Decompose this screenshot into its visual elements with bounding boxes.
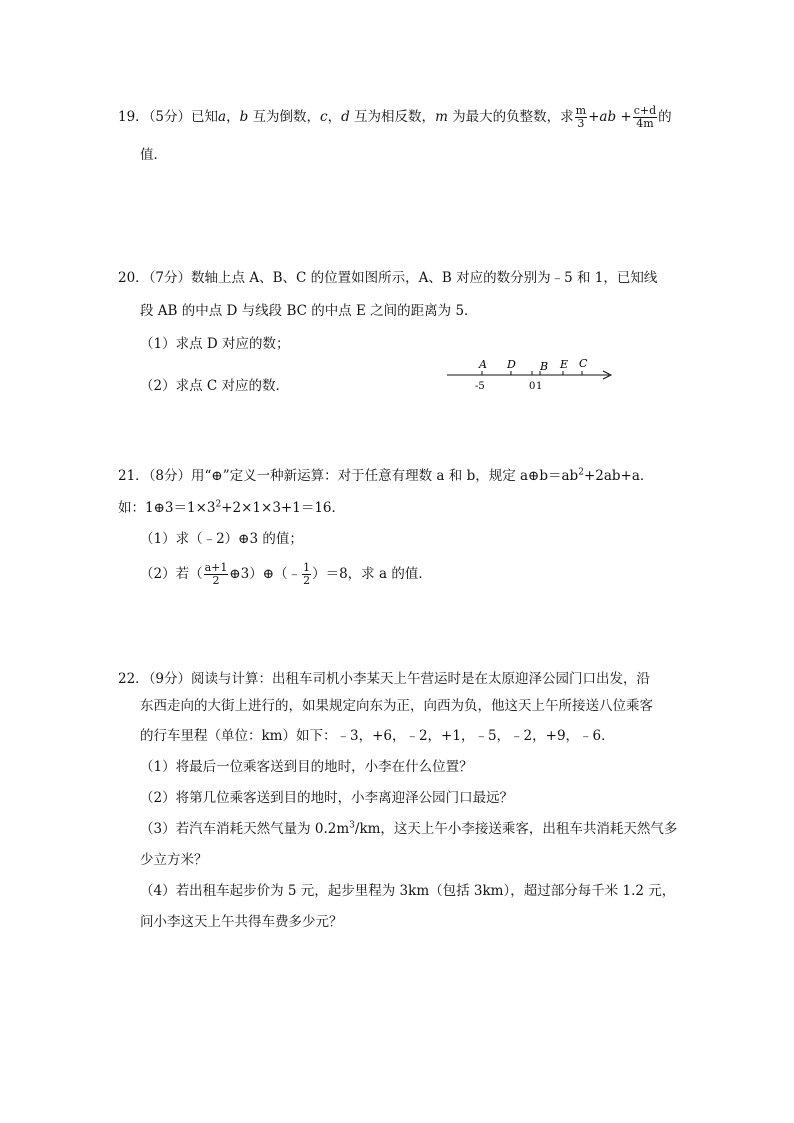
q20-score: （7分） bbox=[148, 270, 192, 286]
axis-label-d: D bbox=[507, 358, 516, 371]
q21-line1 bbox=[118, 466, 653, 486]
var-b: b bbox=[239, 109, 249, 125]
axis-label-e: E bbox=[560, 358, 569, 371]
q19-line1 bbox=[118, 105, 672, 130]
var-c: c bbox=[320, 109, 328, 125]
q21-exponent: 2 bbox=[215, 499, 222, 510]
axis-tick-1: 1 bbox=[536, 381, 543, 392]
q21-exponent: 2 bbox=[578, 467, 584, 478]
q20-number: 20． bbox=[118, 270, 149, 286]
axis-tick-0: 0 bbox=[529, 381, 536, 392]
q22-line3: 的行车里程（单位：km）如下：﹣3，+6，﹣2，+1，﹣5，﹣2，+9，﹣6． bbox=[140, 728, 615, 744]
q22-exponent: 3 bbox=[349, 820, 355, 831]
q22-sub4-line2: 问小李这天上午共得车费多少元？ bbox=[140, 914, 343, 930]
q19-text: 互为倒数， bbox=[248, 109, 321, 125]
q21-text: +2ab+a． bbox=[583, 468, 654, 484]
q19-sep: ， bbox=[327, 109, 342, 125]
q22-line2: 东西走向的大街上进行的，如果规定向东为正，向西为负，他这天上午所接送八位乘客 bbox=[140, 698, 653, 714]
q22-sub1: （1）将最后一位乘客送到目的地时，小李在什么位置？ bbox=[140, 759, 473, 775]
q20-line2: 段 AB 的中点 D 与线段 BC 的中点 E 之间的距离为 5． bbox=[140, 303, 478, 319]
q19-text: 互为相反数， bbox=[349, 109, 436, 125]
q22-line1 bbox=[118, 669, 650, 689]
var-a: a bbox=[218, 109, 227, 125]
q21-example: 如：1⊕3＝1×3 bbox=[118, 500, 216, 516]
q19-sep: ， bbox=[226, 109, 240, 125]
q22-sub3-line2: 少立方米？ bbox=[140, 852, 208, 868]
q21-text: ⊕3）⊕（﹣ bbox=[229, 566, 302, 582]
q22-text: /km，这天上午小李接送乘客，出租车共消耗天然气多 bbox=[354, 821, 678, 837]
q22-sub2: （2）将第几位乘客送到目的地时，小李离迎泽公园门口最远？ bbox=[140, 790, 514, 806]
fraction-m-over-3: $\frac{m}{3}$ bbox=[575, 104, 587, 130]
fraction-a-plus-1-over-2: $\frac{a+1}{2}$ bbox=[204, 561, 228, 587]
q19-number: 19． bbox=[118, 109, 149, 125]
q21-sub2 bbox=[140, 562, 432, 587]
q19-text: 已知 bbox=[191, 109, 219, 125]
var-m: m bbox=[435, 109, 448, 125]
q20-line1 bbox=[118, 268, 657, 288]
q21-score: （8分） bbox=[148, 468, 192, 484]
q19-line2: 值． bbox=[140, 147, 167, 163]
q20-sub2: （2）求点 C 对应的数． bbox=[140, 378, 290, 394]
number-line-figure bbox=[445, 354, 620, 396]
axis-label-c: C bbox=[579, 357, 588, 370]
q21-sub1: （1）求（﹣2）⊕3 的值； bbox=[140, 531, 303, 547]
q19-score: （5分） bbox=[148, 109, 192, 125]
q19-ab-term: +ab + bbox=[588, 109, 632, 125]
q20-text: 数轴上点 A、B、C 的位置如图所示，A、B 对应的数分别为﹣5 和 1，已知线 bbox=[191, 270, 658, 286]
q22-sub3 bbox=[140, 819, 677, 839]
q22-sub4-line1: （4）若出租车起步价为 5 元，起步里程为 3km（包括 3km），超过部分每千米 1.2 元， bbox=[140, 883, 676, 899]
axis-label-a: A bbox=[479, 358, 487, 371]
q21-number: 21． bbox=[118, 468, 149, 484]
q20-sub1: （1）求点 D 对应的数； bbox=[140, 336, 290, 352]
fraction-cd-over-4m: $\frac{c+d}{4m}$ bbox=[633, 104, 657, 130]
q21-text: （2）若（ bbox=[140, 566, 203, 582]
q22-number: 22． bbox=[118, 671, 149, 687]
var-d: d bbox=[341, 109, 350, 125]
q21-example: +2×1×3+1＝16． bbox=[221, 500, 345, 516]
q21-line2 bbox=[118, 498, 345, 518]
q22-score: （9分） bbox=[148, 671, 192, 687]
q21-text: ）＝8，求 a 的值． bbox=[312, 566, 432, 582]
q22-text: 阅读与计算：出租车司机小李某天上午营运时是在太原迎泽公园门口出发，沿 bbox=[191, 671, 651, 687]
q22-text: （3）若汽车消耗天然气量为 0.2m bbox=[140, 821, 350, 837]
q19-text: 为最大的负整数，求 bbox=[447, 109, 574, 125]
axis-label-b: B bbox=[540, 360, 549, 373]
axis-tick-neg5: -5 bbox=[475, 381, 485, 392]
q21-text: 用“⊕”定义一种新运算：对于任意有理数 a 和 b，规定 a⊕b＝ab bbox=[191, 468, 579, 484]
fraction-1-over-2: $\frac{1}{2}$ bbox=[303, 561, 311, 587]
q19-text: 的 bbox=[658, 109, 672, 125]
